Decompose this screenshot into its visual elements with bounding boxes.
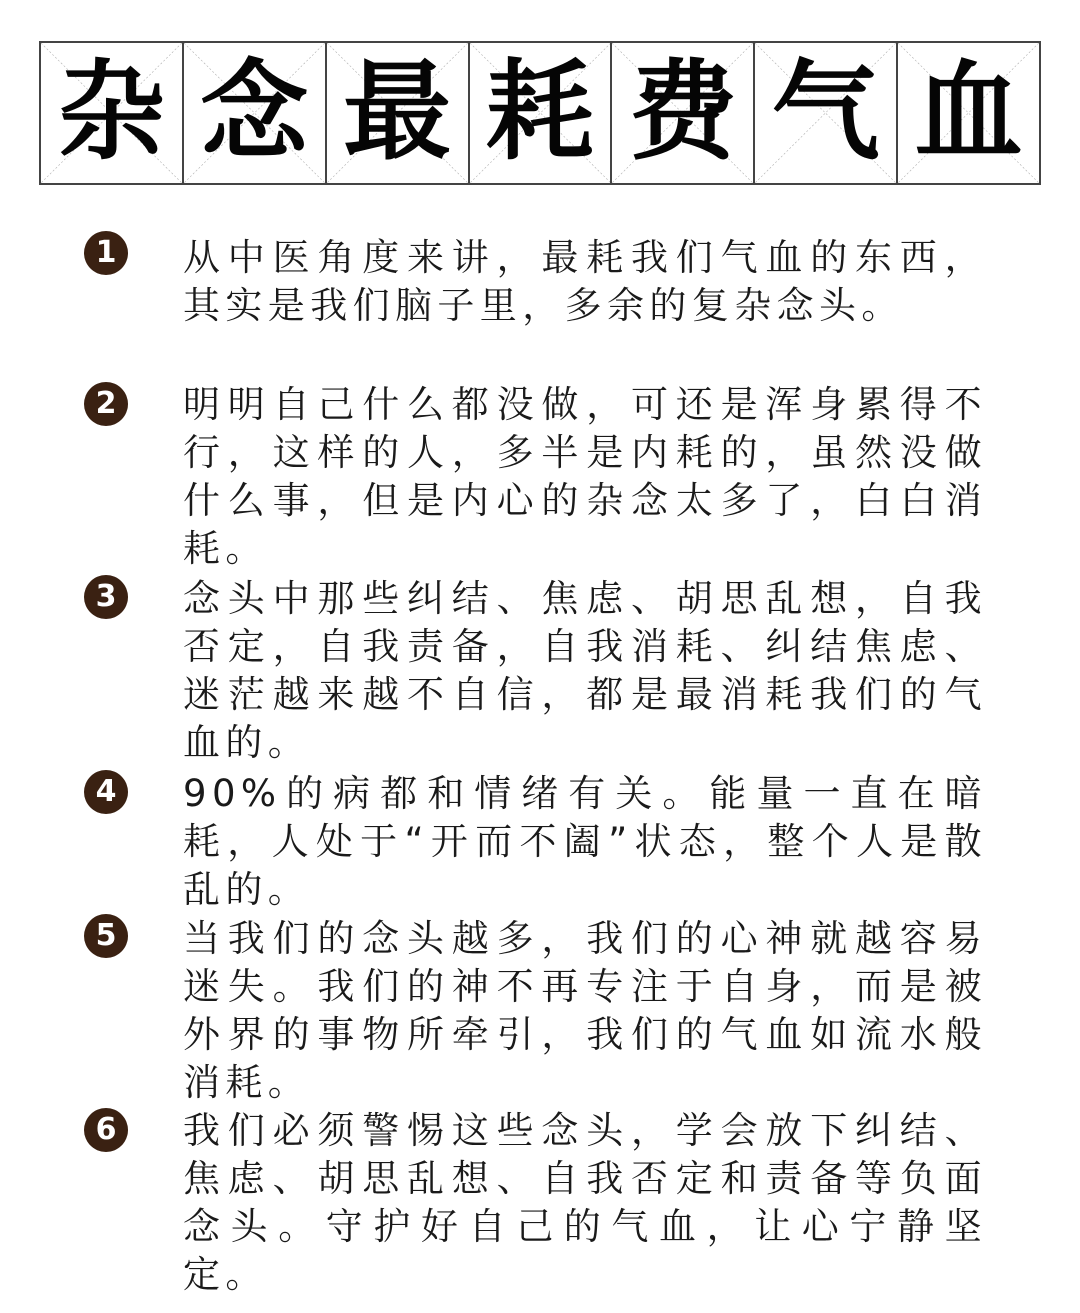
title-cell — [327, 43, 470, 183]
number-badge-5: 5 — [84, 914, 128, 958]
number-badge-1: 1 — [84, 231, 128, 275]
title-char: 血 — [914, 50, 1023, 175]
title-cell — [184, 43, 327, 183]
item-text: 从中医角度来讲，最耗我们气血的东西，其实是我们脑子里，多余的复杂念头。 — [183, 236, 987, 327]
item-text: 90%的病都和情绪有关。能量一直在暗耗，人处于“开而不阖”状态，整个人是散乱的。 — [183, 772, 987, 911]
title-char: 耗 — [486, 50, 595, 175]
title-cell — [755, 43, 898, 183]
title-char: 气 — [771, 50, 880, 175]
item-text: 我们必须警惕这些念头，学会放下纠结、焦虑、胡思乱想、自我否定和责备等负面念头。守护好自己的气血，让心宁静坚定。 — [183, 1109, 987, 1296]
title-char: 最 — [343, 50, 452, 175]
title-char: 杂 — [57, 50, 166, 175]
item-text: 明明自己什么都没做，可还是浑身累得不行，这样的人，多半是内耗的，虽然没做什么事，但是内心的杂念太多了，白白消耗。 — [183, 383, 987, 570]
number-badge-4: 4 — [84, 770, 128, 814]
title-char: 费 — [628, 50, 737, 175]
number-badge-2: 2 — [84, 382, 128, 426]
item-text: 当我们的念头越多，我们的心神就越容易迷失。我们的神不再专注于自身，而是被外界的事物所牵引，我们的气血如流水般消耗。 — [183, 917, 987, 1104]
number-badge-3: 3 — [84, 575, 128, 619]
title-char: 念 — [200, 50, 309, 175]
title-cell — [612, 43, 755, 183]
title-cell — [41, 43, 184, 183]
title-grid — [39, 41, 1041, 185]
item-text: 念头中那些纠结、焦虑、胡思乱想，自我否定，自我责备，自我消耗、纠结焦虑、迷茫越来越不自信，都是最消耗我们的气血的。 — [183, 577, 987, 764]
title-cell — [470, 43, 613, 183]
number-badge-6: 6 — [84, 1108, 128, 1152]
title-cell — [898, 43, 1039, 183]
